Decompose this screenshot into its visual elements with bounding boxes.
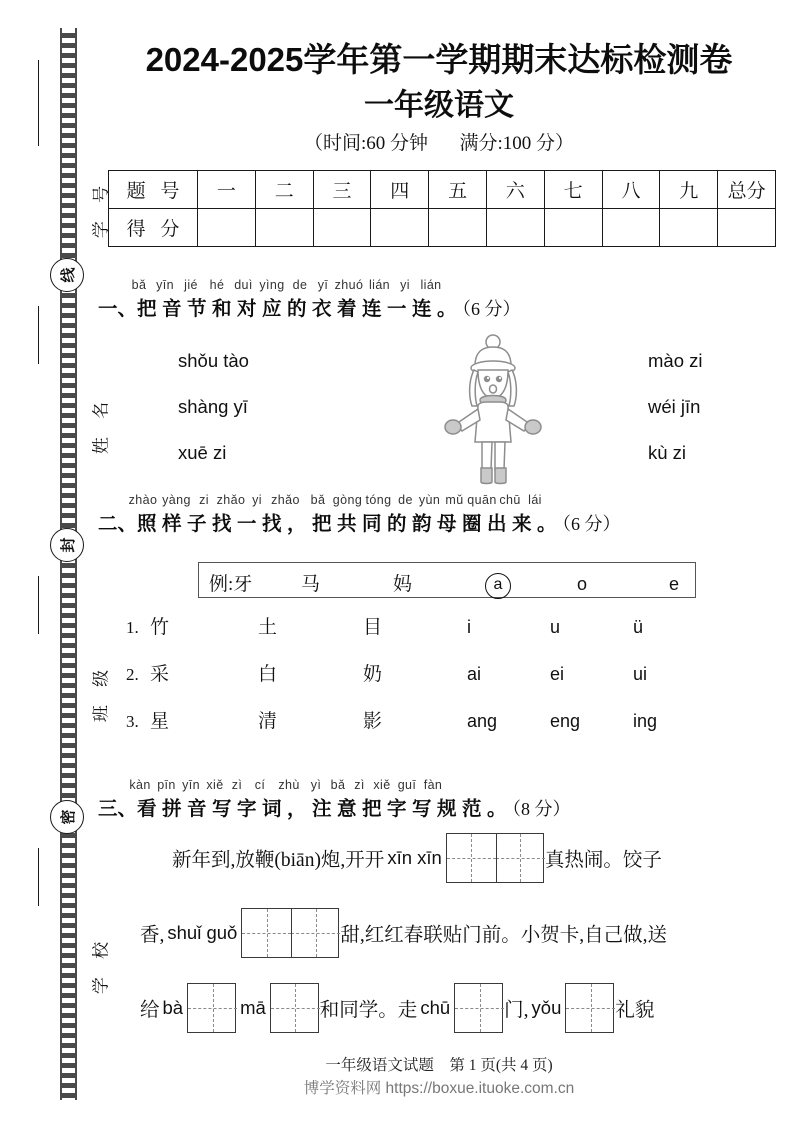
q3-pinyin-hint: chū [420, 997, 451, 1018]
q3-sentence-text: 门, [504, 1000, 529, 1021]
seal-label-name: 姓 名 [91, 394, 111, 455]
seal-label-class: 班 级 [91, 662, 111, 723]
pinyin-syllable: yī [317, 278, 329, 292]
tianzige-divider [496, 834, 497, 882]
pinyin-syllable: duì [234, 278, 253, 292]
q3-pinyin-hint: xīn xīn [387, 847, 442, 868]
pinyin-syllable: zhù [278, 778, 300, 792]
question-1-title [98, 293, 521, 321]
exam-meta [82, 128, 796, 155]
q2-row-1-char-2[interactable]: 土 [258, 617, 278, 638]
pinyin-syllable: hé [209, 278, 225, 292]
pinyin-syllable: bǎ [310, 493, 326, 507]
col-header-q7: 七 [544, 171, 602, 209]
col-header-total: 总分 [718, 171, 776, 209]
table-row-question-numbers [109, 171, 776, 209]
pinyin-syllable: zhuó [334, 278, 364, 292]
q2-row-1-final-2[interactable]: u [550, 617, 561, 637]
seal-divider-1 [38, 60, 39, 146]
q3-sentence-line-3 [140, 983, 654, 1033]
pinyin-syllable: yīn [182, 778, 200, 792]
question-3-index: 三、 [98, 798, 138, 820]
match-item-right-2[interactable]: wéi jīn [648, 396, 701, 417]
question-3-pinyin [126, 778, 571, 792]
score-cell-q1[interactable] [198, 209, 256, 247]
question-1-text: 把音节和对应的衣着连一连。 [137, 298, 463, 320]
row-header-score: 得 分 [109, 209, 198, 247]
pinyin-syllable: yùn [418, 493, 441, 507]
match-item-left-3[interactable]: xuē zi [178, 442, 227, 463]
exam-subject: 一年级语文 [364, 89, 514, 122]
question-1-points: （6 分） [462, 299, 521, 319]
q2-row-2 [126, 659, 693, 706]
score-table [108, 170, 776, 247]
match-item-left-1[interactable]: shǒu tào [178, 350, 249, 371]
question-2-title [98, 508, 621, 536]
pinyin-syllable: fàn [423, 778, 443, 792]
q3-sentence-text: 香, [140, 925, 165, 946]
pinyin-syllable: xiě [373, 778, 391, 792]
pinyin-syllable: chū [499, 493, 521, 507]
q2-row-1 [126, 612, 693, 659]
table-row-scores [109, 209, 776, 247]
col-header-q2: 二 [255, 171, 313, 209]
q2-row-2-final-2[interactable]: ei [550, 664, 565, 684]
q2-row-3-char-2[interactable]: 清 [258, 711, 278, 732]
tianzige-cell[interactable] [291, 909, 340, 957]
q3-pinyin-hint: shuǐ guǒ [167, 922, 238, 943]
tianzige-grid-1[interactable] [454, 983, 503, 1033]
pinyin-syllable: yi [400, 278, 410, 292]
q2-row-3 [126, 706, 693, 753]
tianzige-grid-1[interactable] [187, 983, 236, 1033]
col-header-q5: 五 [429, 171, 487, 209]
footer-page-label: 一年级语文试题 第 1 页(共 4 页) [325, 1057, 553, 1074]
question-2-rows [126, 612, 693, 753]
pinyin-syllable: jié [184, 278, 198, 292]
tianzige-cell[interactable] [188, 984, 237, 1032]
question-1-heading [98, 278, 521, 321]
tianzige-grid-1[interactable] [270, 983, 319, 1033]
pinyin-syllable: de [398, 493, 413, 507]
col-header-q8: 八 [602, 171, 660, 209]
question-2-pinyin [126, 493, 621, 507]
q2-row-1-number: 1. [126, 618, 139, 637]
col-header-q9: 九 [660, 171, 718, 209]
q2-row-1-char-1[interactable]: 竹 [150, 617, 170, 638]
q3-sentence-text: 和同学。走 [319, 1000, 418, 1021]
score-cell-q8[interactable] [602, 209, 660, 247]
question-1-left-column [178, 338, 249, 476]
pinyin-syllable: zhào [128, 493, 158, 507]
q2-row-2-char-3[interactable]: 奶 [363, 664, 383, 685]
q2-row-2-char-1[interactable]: 采 [150, 664, 170, 685]
tianzige-cell[interactable] [271, 984, 320, 1032]
pinyin-syllable: lái [528, 493, 542, 507]
q3-sentence-text: 给 [140, 1000, 160, 1021]
exam-time: （时间:60 分钟 [303, 133, 428, 154]
seal-divider-2 [38, 306, 39, 364]
pinyin-syllable: guī [397, 778, 417, 792]
col-header-q1: 一 [198, 171, 256, 209]
col-header-q4: 四 [371, 171, 429, 209]
tianzige-divider [291, 909, 292, 957]
score-cell-total[interactable] [718, 209, 776, 247]
example-final-1-circled[interactable]: a [485, 573, 577, 599]
score-cell-q3[interactable] [313, 209, 371, 247]
pinyin-syllable: quān [467, 493, 497, 507]
match-item-right-3[interactable]: kù zi [648, 442, 687, 463]
score-cell-q6[interactable] [486, 209, 544, 247]
footer-watermark: 博学资料网 https://boxue.ituoke.com.cn [303, 1080, 575, 1097]
seal-badge-mi: 密 [50, 800, 84, 834]
question-3-heading [98, 778, 571, 821]
pinyin-syllable: gòng [332, 493, 363, 507]
pinyin-syllable: cí [254, 778, 266, 792]
seal-badge-feng: 封 [50, 528, 84, 562]
score-cell-q4[interactable] [371, 209, 429, 247]
match-item-left-2[interactable]: shàng yī [178, 396, 248, 417]
pinyin-syllable: xiě [206, 778, 224, 792]
q2-row-3-char-3[interactable]: 影 [363, 711, 383, 732]
seal-divider-4 [38, 848, 39, 906]
q2-row-3-final-2[interactable]: eng [550, 711, 581, 731]
exam-full-score: 满分:100 分） [459, 133, 575, 154]
tianzige-cell[interactable] [496, 834, 545, 882]
q3-pinyin-hint: mā [240, 997, 266, 1018]
tianzige-grid-2[interactable] [241, 908, 339, 958]
q2-row-3-final-3[interactable]: ing [633, 711, 658, 731]
question-3-title [98, 793, 571, 821]
q2-row-2-number: 2. [126, 665, 139, 684]
q2-row-3-number: 3. [126, 712, 139, 731]
tianzige-cell[interactable] [447, 834, 496, 882]
tianzige-cell[interactable] [566, 984, 615, 1032]
col-header-q3: 三 [313, 171, 371, 209]
tianzige-cell[interactable] [242, 909, 291, 957]
question-2-example-box [198, 562, 696, 598]
pinyin-syllable: mǔ [445, 493, 464, 507]
score-cell-q5[interactable] [429, 209, 487, 247]
pinyin-syllable: yìng [259, 278, 285, 292]
row-header-question-no: 题 号 [109, 171, 198, 209]
score-cell-q2[interactable] [255, 209, 313, 247]
seal-label-student-id: 学 号 [91, 178, 111, 239]
question-2-index: 二、 [98, 513, 138, 535]
question-1-right-column [648, 338, 703, 476]
q3-pinyin-hint: bà [162, 997, 184, 1018]
match-item-right-1[interactable]: mào zi [648, 350, 703, 371]
pinyin-syllable: yàng [162, 493, 191, 507]
pinyin-syllable: zì [231, 778, 243, 792]
girl-winter-clothes-illustration [418, 330, 568, 490]
question-2-points: （6 分） [562, 514, 621, 534]
pinyin-syllable: zhǎo [216, 493, 246, 507]
pinyin-syllable: bǎ [131, 278, 147, 292]
tianzige-cell[interactable] [455, 984, 504, 1032]
tianzige-grid-1[interactable] [565, 983, 614, 1033]
page-title: 2024-2025学年第一学期期末达标检测卷 [145, 41, 733, 78]
pinyin-syllable: yīn [156, 278, 174, 292]
question-2-heading [98, 493, 621, 536]
pinyin-syllable: lián [368, 278, 391, 292]
q2-row-3-char-1[interactable]: 星 [150, 711, 170, 732]
pinyin-syllable: bǎ [330, 778, 346, 792]
example-final-2[interactable]: o [577, 574, 588, 594]
seal-divider-3 [38, 576, 39, 634]
pinyin-syllable: yi [252, 493, 262, 507]
example-label: 例:牙 [209, 574, 253, 595]
tianzige-grid-2[interactable] [446, 833, 544, 883]
seal-line-rail [60, 28, 77, 1100]
q3-sentence-text: 甜,红红春联贴门前。小贺卡,自己做,送 [340, 925, 667, 946]
seal-label-school: 学 校 [91, 934, 111, 995]
q2-row-2-char-2[interactable]: 白 [258, 664, 278, 685]
example-final-3[interactable]: e [669, 574, 680, 594]
q3-pinyin-hint: yǒu [531, 997, 562, 1018]
score-cell-q7[interactable] [544, 209, 602, 247]
q3-sentence-text: 真热闹。饺子 [544, 850, 662, 871]
question-2-text: 照样子找一找，把共同的韵母圈出来。 [137, 513, 563, 535]
q2-row-3-final-1[interactable]: ang [467, 711, 498, 731]
question-1-index: 一、 [98, 298, 138, 320]
q2-row-1-char-3[interactable]: 目 [363, 617, 383, 638]
q3-sentence-line-1 [172, 833, 662, 883]
pinyin-syllable: zì [354, 778, 365, 792]
pinyin-syllable: yì [310, 778, 322, 792]
q3-sentence-text: 礼貌 [615, 1000, 655, 1021]
q3-sentence-line-2 [140, 908, 667, 958]
q2-row-2-final-1[interactable]: ai [467, 664, 482, 684]
pinyin-syllable: de [292, 278, 308, 292]
col-header-q6: 六 [486, 171, 544, 209]
pinyin-syllable: zi [199, 493, 209, 507]
score-cell-q9[interactable] [660, 209, 718, 247]
seal-badge-xian: 线 [50, 258, 84, 292]
question-1-pinyin [126, 278, 521, 292]
pinyin-syllable: lián [420, 278, 442, 292]
pinyin-syllable: kàn [129, 778, 151, 792]
pinyin-syllable: pīn [157, 778, 176, 792]
question-3-points: （8 分） [512, 799, 571, 819]
example-char-3: 妈 [393, 574, 413, 595]
q2-row-2-final-3[interactable]: ui [633, 664, 648, 684]
example-char-2: 马 [301, 574, 321, 595]
pinyin-syllable: tóng [365, 493, 392, 507]
pinyin-syllable: zhǎo [271, 493, 300, 507]
q2-row-1-final-3[interactable]: ü [633, 617, 644, 637]
q2-row-1-final-1[interactable]: i [467, 617, 471, 637]
q3-sentence-text: 新年到,放鞭(biān)炮,开开 [172, 850, 385, 871]
question-3-text: 看拼音写字词，注意把字写规范。 [137, 798, 513, 820]
